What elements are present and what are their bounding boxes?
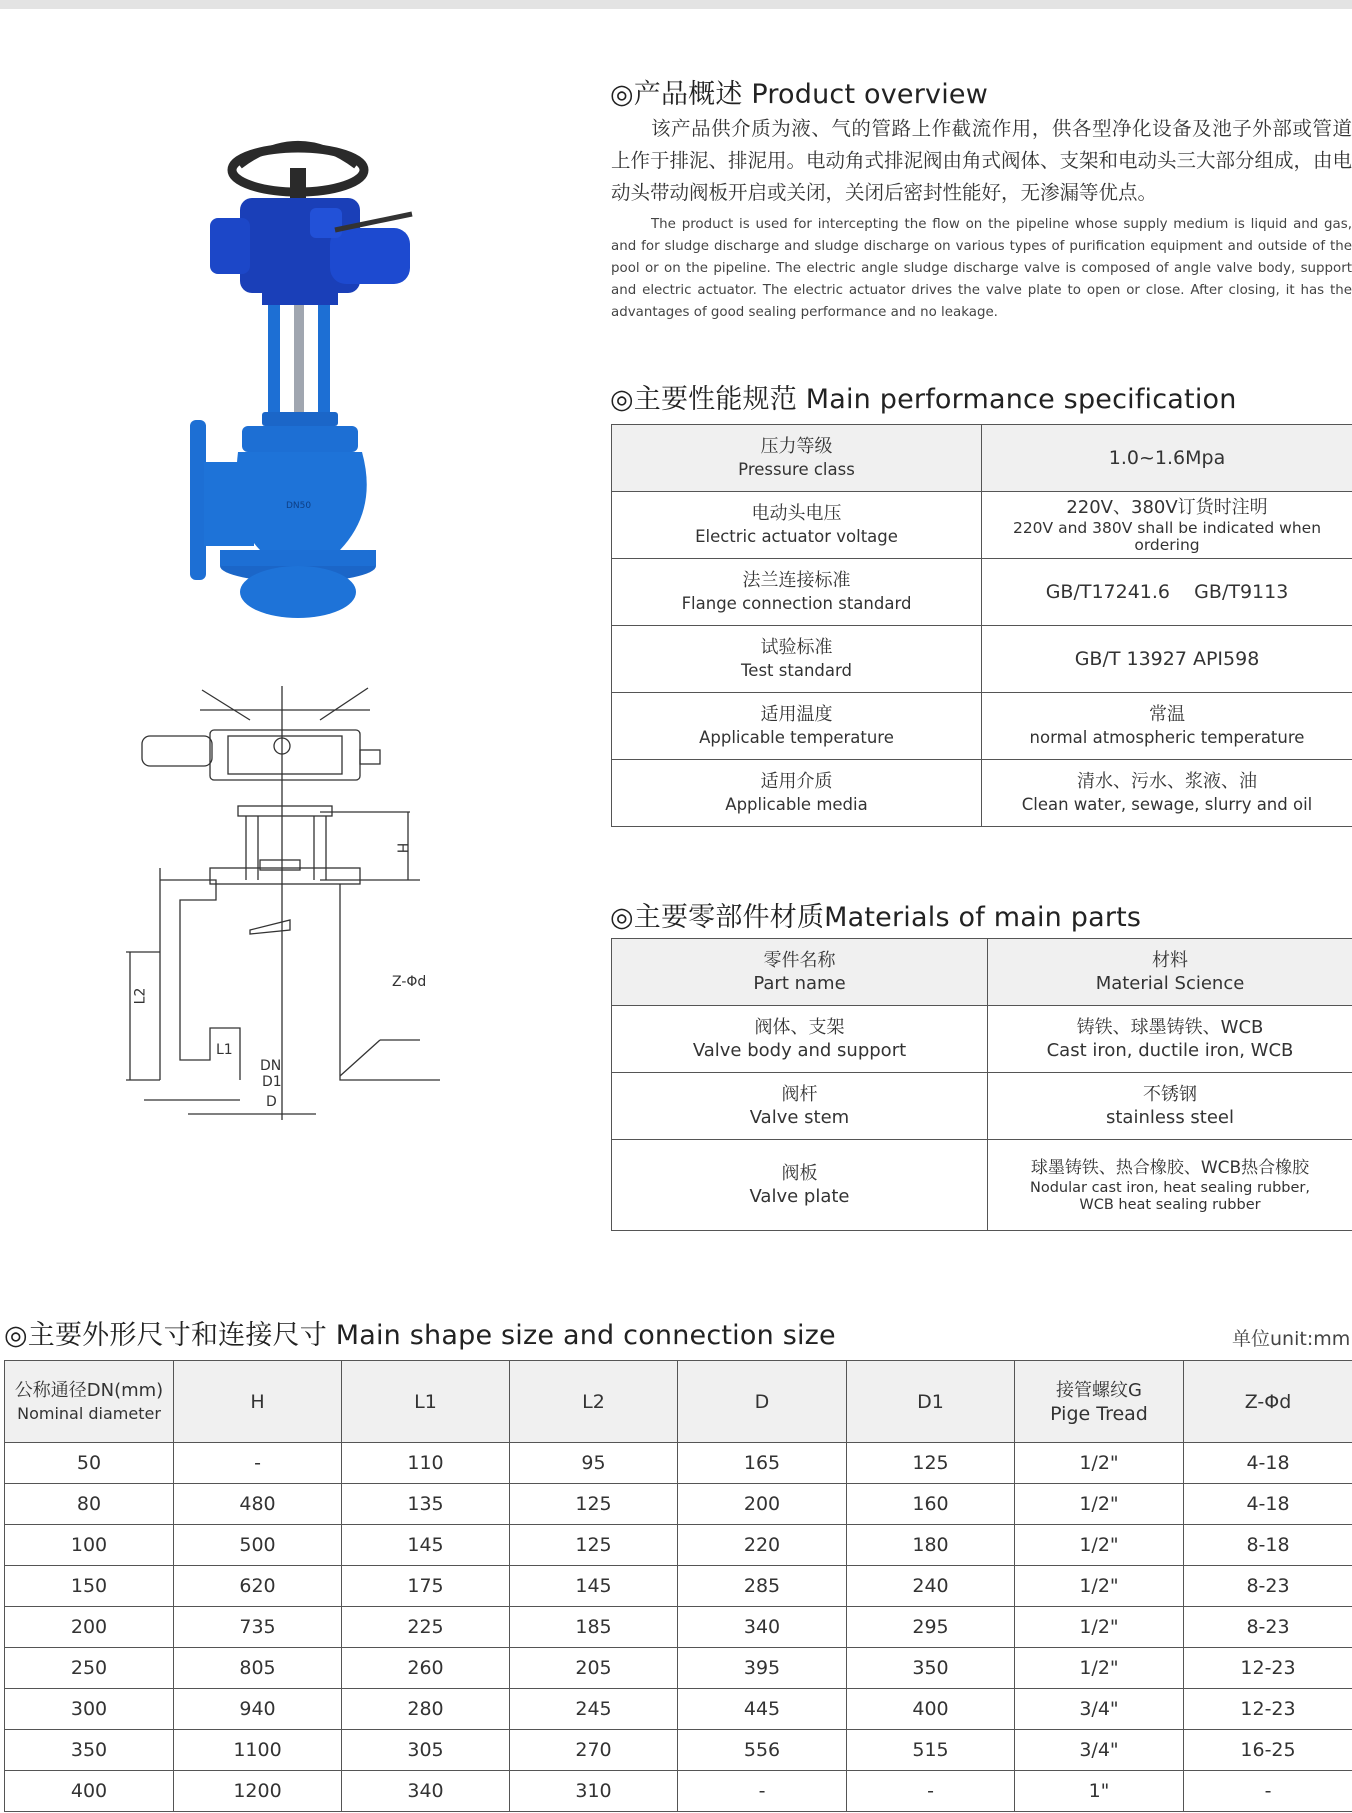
dimensions-cell: 1/2" [1015,1443,1184,1484]
spec-label-en: Flange connection standard [681,594,912,613]
spec-label-en: Pressure class [738,460,855,479]
spec-title: ◎主要性能规范 Main performance specification [610,384,1237,415]
spec-label-en: Test standard [741,661,852,680]
spec-table [611,424,1352,827]
drawing-label-d1: D1 [262,1074,282,1090]
valve-technical-drawing [120,680,440,1120]
header-h: H [174,1361,342,1443]
materials-header-part-en: Part name [753,973,846,994]
svg-text:DN50: DN50 [286,501,312,511]
dimensions-cell: 350 [847,1648,1015,1689]
spec-label-cell [612,559,982,626]
dimensions-cell: 300 [5,1689,174,1730]
dimensions-cell: 285 [678,1566,847,1607]
dimensions-cell: 16-25 [1184,1730,1352,1771]
spec-label-cell [612,693,982,760]
materials-header-row [612,939,1352,1006]
materials-material-cell [988,1140,1352,1231]
dimensions-cell: 50 [5,1443,174,1484]
spec-value: 常温 [1149,704,1185,725]
dimensions-cell: - [174,1443,342,1484]
dimensions-cell: 220 [678,1525,847,1566]
materials-header-part [612,939,988,1006]
materials-table [611,938,1352,1231]
dimensions-row [5,1607,1352,1648]
part-name-cn: 阀板 [781,1163,818,1184]
spec-value: 1.0~1.6Mpa [1108,447,1226,469]
part-name-en: Valve plate [749,1186,850,1207]
dimensions-cell: 1/2" [1015,1525,1184,1566]
dimensions-cell: - [847,1771,1015,1812]
dimensions-row [5,1484,1352,1525]
dimensions-cell: 125 [510,1525,678,1566]
dimensions-cell: 270 [510,1730,678,1771]
part-name-en: Valve body and support [692,1040,907,1061]
materials-part-cell [612,1140,988,1231]
spec-value: 清水、污水、浆液、油 [1077,771,1257,792]
dimensions-row [5,1648,1352,1689]
materials-material-cell [988,1073,1352,1140]
dimensions-cell: 3/4" [1015,1730,1184,1771]
materials-row [612,1073,1352,1140]
valve-product-photo [190,130,430,620]
dimensions-cell: 340 [678,1607,847,1648]
materials-part-cell [612,1073,988,1140]
header-dn [5,1361,174,1443]
header-l1: L1 [342,1361,510,1443]
header-z: Z-Φd [1184,1361,1352,1443]
dimensions-table [4,1360,1352,1812]
dimensions-cell: 340 [342,1771,510,1812]
spec-label-cn: 试验标准 [760,637,833,658]
materials-row [612,1006,1352,1073]
dimensions-cell: 305 [342,1730,510,1771]
dimensions-cell: 1/2" [1015,1484,1184,1525]
material-en: Cast iron, ductile iron, WCB [1046,1040,1294,1061]
dimensions-cell: 445 [678,1689,847,1730]
dimensions-cell: 260 [342,1648,510,1689]
top-divider-bar [0,0,1352,9]
spec-label-en: Applicable temperature [699,728,894,747]
dimensions-title: ◎主要外形尺寸和连接尺寸 Main shape size and connection size [4,1320,836,1351]
dimensions-cell: 110 [342,1443,510,1484]
drawing-label-h: H [393,842,410,854]
dimensions-cell: 80 [5,1484,174,1525]
dimensions-cell: 620 [174,1566,342,1607]
dimensions-row [5,1443,1352,1484]
dimensions-cell: 225 [342,1607,510,1648]
dimensions-cell: 250 [5,1648,174,1689]
dimensions-cell: 205 [510,1648,678,1689]
dimensions-cell: 1/2" [1015,1566,1184,1607]
dimensions-cell: 1/2" [1015,1607,1184,1648]
dimensions-cell: 8-23 [1184,1607,1352,1648]
material-cn: 铸铁、球墨铸铁、WCB [1076,1017,1264,1038]
spec-label-cn: 电动头电压 [751,503,842,524]
dimensions-cell: 165 [678,1443,847,1484]
drawing-label-l2: L2 [132,987,149,1005]
header-g [1015,1361,1184,1443]
dimensions-cell: 1200 [174,1771,342,1812]
spec-row [612,559,1352,626]
dimensions-cell: 185 [510,1607,678,1648]
dimensions-cell: 4-18 [1184,1443,1352,1484]
spec-value-cell [982,693,1352,760]
spec-value-en: 220V and 380V shall be indicated when ordering [1012,519,1322,554]
material-en-line2: WCB heat sealing rubber [1079,1197,1261,1213]
materials-row [612,1140,1352,1231]
dimensions-body [5,1443,1352,1812]
header-dn-cn: 公称通径DN(mm) [14,1379,164,1401]
dimensions-row [5,1689,1352,1730]
materials-part-cell [612,1006,988,1073]
spec-value-cell [982,425,1352,492]
spec-label-cell [612,760,982,827]
dimensions-cell: 145 [342,1525,510,1566]
header-d: D [678,1361,847,1443]
dimensions-cell: 310 [510,1771,678,1812]
part-name-cn: 阀体、支架 [754,1017,845,1038]
materials-title: ◎主要零部件材质Materials of main parts [610,902,1142,933]
material-en: Nodular cast iron, heat sealing rubber, [1029,1180,1311,1196]
spec-value-en: normal atmospheric temperature [1029,728,1305,747]
header-d1: D1 [847,1361,1015,1443]
spec-label-cn: 压力等级 [760,436,833,457]
dimensions-cell: 940 [174,1689,342,1730]
dimensions-cell: 12-23 [1184,1689,1352,1730]
header-g-cn: 接管螺纹G [1056,1379,1142,1401]
materials-header-material-cn: 材料 [1152,950,1188,971]
dimensions-cell: 145 [510,1566,678,1607]
dimensions-cell: 4-18 [1184,1484,1352,1525]
part-name-en: Valve stem [749,1107,850,1128]
material-en: stainless steel [1105,1107,1234,1128]
dimensions-cell: 200 [5,1607,174,1648]
spec-label-en: Electric actuator voltage [695,527,898,546]
overview-text-en: The product is used for intercepting the flow on the pipeline whose supply medium is liquid and gas, and for sludge discharge and sludge discharge on various types of purification equipment and outside of the pool or on the pipeline. The electric angle sludge discharge valve is composed of angle valve body, support and electric actuator. The electric actuator drives the valve plate to open or close. After closing, it has the advantages of good sealing performance and no leakage. [611,217,1352,320]
material-cn: 球墨铸铁、热合橡胶、WCB热合橡胶 [1030,1158,1310,1178]
dimensions-cell: 735 [174,1607,342,1648]
spec-value: 220V、380V订货时注明 [1066,497,1268,518]
dimensions-cell: 395 [678,1648,847,1689]
spec-value-cell [982,492,1352,559]
dimensions-header-row [5,1361,1352,1443]
dimensions-cell: 100 [5,1525,174,1566]
spec-row [612,693,1352,760]
dimensions-cell: 1/2" [1015,1648,1184,1689]
spec-row [612,492,1352,559]
dimensions-cell: 400 [847,1689,1015,1730]
dimensions-cell: 180 [847,1525,1015,1566]
dimensions-cell: 12-23 [1184,1648,1352,1689]
dimensions-cell: 150 [5,1566,174,1607]
dimensions-cell: 8-18 [1184,1525,1352,1566]
materials-header-material-en: Material Science [1095,973,1245,994]
spec-value-cell [982,760,1352,827]
drawing-label-z: Z-Φd [392,974,427,990]
materials-header-part-cn: 零件名称 [763,950,836,971]
spec-label-cell [612,492,982,559]
spec-label-cell [612,626,982,693]
spec-row [612,626,1352,693]
dimensions-cell: 135 [342,1484,510,1525]
dimensions-cell: - [678,1771,847,1812]
dimensions-cell: 175 [342,1566,510,1607]
material-cn: 不锈钢 [1143,1084,1197,1105]
dimensions-cell: 245 [510,1689,678,1730]
dimensions-cell: 1100 [174,1730,342,1771]
spec-value-en: Clean water, sewage, slurry and oil [1021,795,1313,814]
part-name-cn: 阀杆 [781,1084,818,1105]
dimensions-cell: 125 [847,1443,1015,1484]
drawing-label-d: D [266,1094,277,1110]
spec-label-cell [612,425,982,492]
spec-label-cn: 适用温度 [760,704,833,725]
dimensions-cell: 1" [1015,1771,1184,1812]
dimensions-row [5,1525,1352,1566]
dimensions-row [5,1771,1352,1812]
drawing-label-dn: DN [260,1058,282,1074]
dimensions-cell: 8-23 [1184,1566,1352,1607]
spec-label-cn: 法兰连接标准 [742,570,851,591]
dimensions-cell: 125 [510,1484,678,1525]
spec-value-cell [982,559,1352,626]
overview-title: ◎产品概述 Product overview [610,79,989,110]
spec-row [612,760,1352,827]
overview-text-cn: 该产品供介质为液、气的管路上作截流作用，供各型净化设备及池子外部或管道上作于排泥、排泥用。电动角式排泥阀由角式阀体、支架和电动头三大部分组成，由电动头带动阀板开启或关闭，关闭后密封性能好，无渗漏等优点。 [611,117,1352,204]
dimensions-cell: 295 [847,1607,1015,1648]
dimensions-cell: 400 [5,1771,174,1812]
dimensions-cell: 3/4" [1015,1689,1184,1730]
dimensions-cell: 556 [678,1730,847,1771]
spec-value: GB/T17241.6 GB/T9113 [1045,581,1289,603]
header-l2: L2 [510,1361,678,1443]
dimensions-cell: 280 [342,1689,510,1730]
dimensions-cell: - [1184,1771,1352,1812]
spec-label-en: Applicable media [725,795,868,814]
dimensions-cell: 805 [174,1648,342,1689]
dimensions-cell: 240 [847,1566,1015,1607]
dimensions-cell: 95 [510,1443,678,1484]
dimensions-cell: 350 [5,1730,174,1771]
header-g-en: Pige Tread [1050,1402,1148,1425]
header-dn-en: Nominal diameter [17,1403,161,1423]
spec-value: GB/T 13927 API598 [1074,648,1260,670]
dimensions-row [5,1730,1352,1771]
dimensions-row [5,1566,1352,1607]
materials-header-material [988,939,1352,1006]
spec-label-cn: 适用介质 [760,771,833,792]
dimensions-cell: 515 [847,1730,1015,1771]
drawing-label-l1: L1 [216,1042,233,1058]
dimensions-cell: 200 [678,1484,847,1525]
unit-label: 单位unit:mm [1232,1328,1351,1350]
spec-row [612,425,1352,492]
dimensions-cell: 500 [174,1525,342,1566]
materials-material-cell [988,1006,1352,1073]
dimensions-cell: 160 [847,1484,1015,1525]
dimensions-cell: 480 [174,1484,342,1525]
spec-value-cell [982,626,1352,693]
